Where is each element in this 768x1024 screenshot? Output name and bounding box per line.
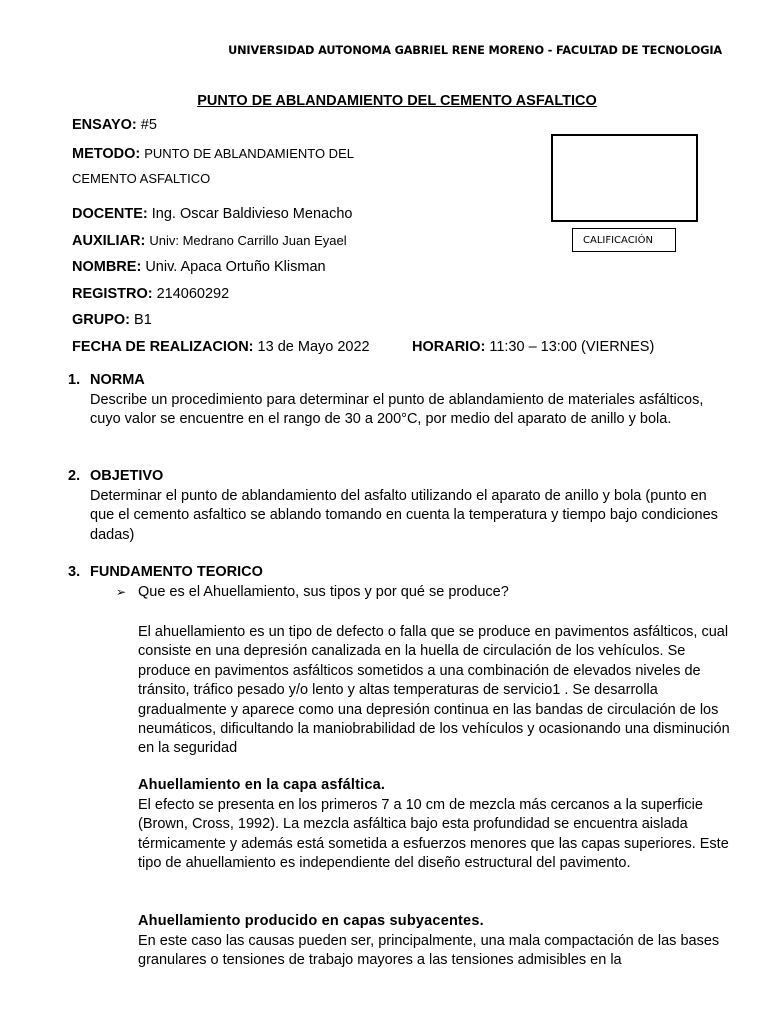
- auxiliar-value: Univ: Medrano Carrillo Juan Eyael: [149, 233, 347, 248]
- paragraph-capa-asfaltica: El efecto se presenta en los primeros 7 a 10 cm de mezcla más cercanos a la superficie (Brown, Cross, 1992). La mezcla asfáltica bajo esta profundidad se encuentra aislada térmicamente y además está sometida a esfuerzos menores que las capas superiores. Este tipo de ahuellamiento es independiente del diseño estructural del pavimento.: [138, 797, 729, 872]
- section-title-text: FUNDAMENTO TEORICO: [90, 564, 263, 580]
- paragraph-capas-subyacentes: En este caso las causas pueden ser, principalmente, una mala compactación de las bases granulares o tensiones de trabajo mayores a las tensiones admisibles en la: [138, 933, 720, 969]
- auxiliar-label: AUXILIAR:: [72, 233, 146, 249]
- section-objetivo-text: Determinar el punto de ablandamiento del asfalto utilizando el aparato de anillo y bola (punto en que el cemento asfaltico se ablando tomando en cuenta la temperatura y tiempo bajo condiciones dadas): [90, 488, 718, 543]
- ensayo-label: ENSAYO:: [72, 117, 137, 133]
- university-header: UNIVERSIDAD AUTONOMA GABRIEL RENE MORENO - FACULTAD DE TECNOLOGIA: [228, 44, 722, 57]
- section-title-text: OBJETIVO: [90, 468, 164, 484]
- metodo-value-line2: CEMENTO ASFALTICO: [72, 171, 211, 186]
- section-norma-title: [68, 372, 145, 388]
- section-objetivo-title: [68, 468, 163, 484]
- fecha-value: 13 de Mayo 2022: [257, 339, 370, 355]
- fecha-label: FECHA DE REALIZACION:: [72, 339, 254, 355]
- grupo-value: B1: [134, 312, 152, 328]
- ensayo-value: #5: [140, 117, 157, 133]
- bullet-text: Que es el Ahuellamiento, sus tipos y por qué se produce?: [138, 584, 509, 600]
- field-auxiliar: [72, 233, 347, 249]
- section-fundamento-title: [68, 564, 263, 580]
- bullet-item: [116, 584, 509, 600]
- section-number: 1.: [68, 372, 81, 388]
- calificacion-label: CALIFICACIÓN: [572, 228, 676, 252]
- registro-label: REGISTRO:: [72, 286, 153, 302]
- grade-box: [551, 134, 698, 222]
- section-norma-text: Describe un procedimiento para determinar el punto de ablandamiento de materiales asfálticos, cuyo valor se encuentre en el rango de 30 a 200°C, por medio del aparato de anillo y bola.: [90, 392, 704, 428]
- horario-value: 11:30 – 13:00 (VIERNES): [489, 339, 655, 355]
- nombre-label: NOMBRE:: [72, 259, 142, 275]
- section-title-text: NORMA: [90, 372, 145, 388]
- arrow-bullet-icon: ➢: [116, 585, 127, 599]
- field-registro: [72, 286, 229, 302]
- docente-value: Ing. Oscar Baldivieso Menacho: [151, 206, 353, 222]
- field-nombre: [72, 259, 326, 275]
- field-docente: [72, 206, 352, 222]
- field-metodo: [72, 146, 354, 162]
- metodo-label: METODO:: [72, 146, 141, 162]
- horario-label: HORARIO:: [412, 339, 486, 355]
- paragraph-ahuellamiento: El ahuellamiento es un tipo de defecto o falla que se produce en pavimentos asfálticos, cual consiste en una depresión canalizada en la huella de circulación de los vehículos. Se produce en pavimentos asfálticos sometidos a una combinación de elevados niveles de tránsito, tráfico pesado y/o lento y altas temperaturas de servicio1 . Se desarrolla gradualmente y aparece como una depresión continua en las bandas de circulación de los neumáticos, dificultando la maniobrabilidad de los vehículos y ocasionando una disminución en la seguridad: [138, 624, 730, 757]
- subheading-capa-asfaltica: Ahuellamiento en la capa asfáltica.: [138, 777, 386, 793]
- registro-value: 214060292: [156, 286, 230, 302]
- field-ensayo: [72, 117, 157, 133]
- section-number: 2.: [68, 468, 81, 484]
- field-grupo: [72, 312, 152, 328]
- section-number: 3.: [68, 564, 81, 580]
- docente-label: DOCENTE:: [72, 206, 148, 222]
- field-fecha: [72, 339, 370, 355]
- document-title: PUNTO DE ABLANDAMIENTO DEL CEMENTO ASFALTICO: [197, 93, 597, 109]
- field-horario: [412, 339, 654, 355]
- subheading-capas-subyacentes: Ahuellamiento producido en capas subyacentes.: [138, 913, 484, 929]
- metodo-value-line1: PUNTO DE ABLANDAMIENTO DEL: [144, 146, 354, 161]
- grupo-label: GRUPO:: [72, 312, 130, 328]
- nombre-value: Univ. Apaca Ortuño Klisman: [145, 259, 326, 275]
